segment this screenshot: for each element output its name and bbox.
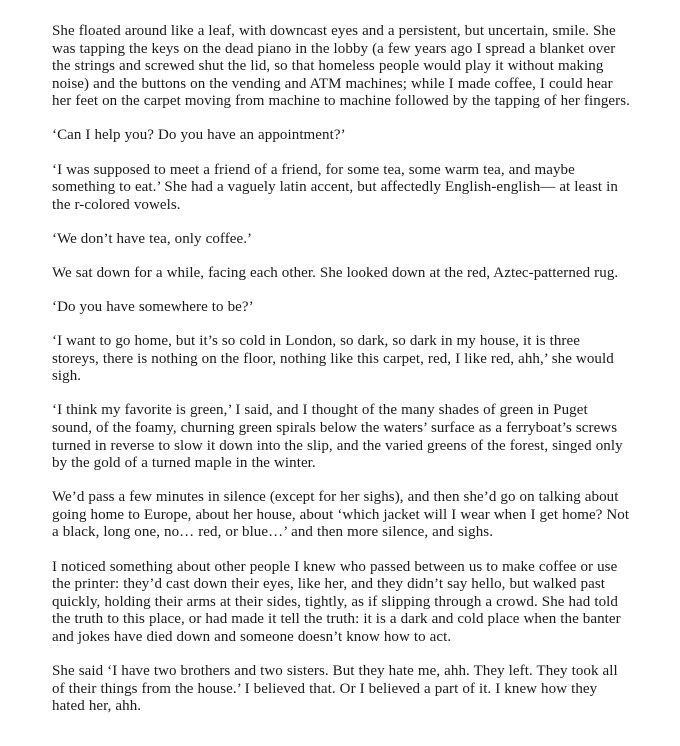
paragraph: ‘Can I help you? Do you have an appointment?’ bbox=[52, 127, 346, 144]
paragraph: ‘I was supposed to meet a friend of a friend, for some tea, some warm tea, and maybe something to eat.’ She had a vaguely latin accent, but affectedly English-english— at least in the r-colored vowels. bbox=[52, 161, 618, 213]
paragraph: She floated around like a leaf, with downcast eyes and a persistent, but uncertain, smile. She was tapping the keys on the dead piano in the lobby (a few years ago I spread a blanket over the strings and screwed shut the lid, so that homeless people would play it without making noise) and the buttons on the vending and ATM machines; while I made coffee, I could hear her feet on the carpet moving from machine to machine followed by the tapping of her fingers. bbox=[52, 23, 630, 110]
document-body bbox=[52, 23, 630, 716]
paragraph: We’d pass a few minutes in silence (except for her sighs), and then she’d go on talking about going home to Europe, about her house, about ‘which jacket will I wear when I get home? Not a black, long one, no… red, or blue…’ and then more silence, and sighs. bbox=[52, 489, 630, 541]
paragraph: I noticed something about other people I knew who passed between us to make coffee or use the printer: they’d cast down their eyes, like her, and they didn’t say hello, but walked past quickly, holding their arms at their sides, tightly, as if slipping through a crowd. She had told the truth to this place, or had made it tell the truth: it is a dark and cold place when the banter and jokes have died down and someone doesn’t know how to act. bbox=[52, 558, 621, 645]
paragraph: ‘I think my favorite is green,’ I said, and I thought of the many shades of green in Puget sound, of the foamy, churning green spirals below the waters’ surface as a ferryboat’s screws turned in reverse to slow it down into the slip, and the varied greens of the forest, singed only by the gold of a turned maple in the winter. bbox=[52, 402, 623, 472]
paragraph: ‘We don’t have tea, only coffee.’ bbox=[52, 230, 253, 247]
paragraph: We sat down for a while, facing each other. She looked down at the red, Aztec-patterned rug. bbox=[52, 264, 619, 281]
paragraph: She said ‘I have two brothers and two sisters. But they hate me, ahh. They left. They took all of their things from the house.’ I believed that. Or I believed a part of it. I knew how they hated her, ahh. bbox=[52, 663, 618, 715]
paragraph: ‘Do you have somewhere to be?’ bbox=[52, 299, 254, 316]
paragraph: ‘I want to go home, but it’s so cold in London, so dark, so dark in my house, it is three storeys, there is nothing on the floor, nothing like this carpet, red, I like red, ahh,’ she would sigh. bbox=[52, 333, 614, 385]
